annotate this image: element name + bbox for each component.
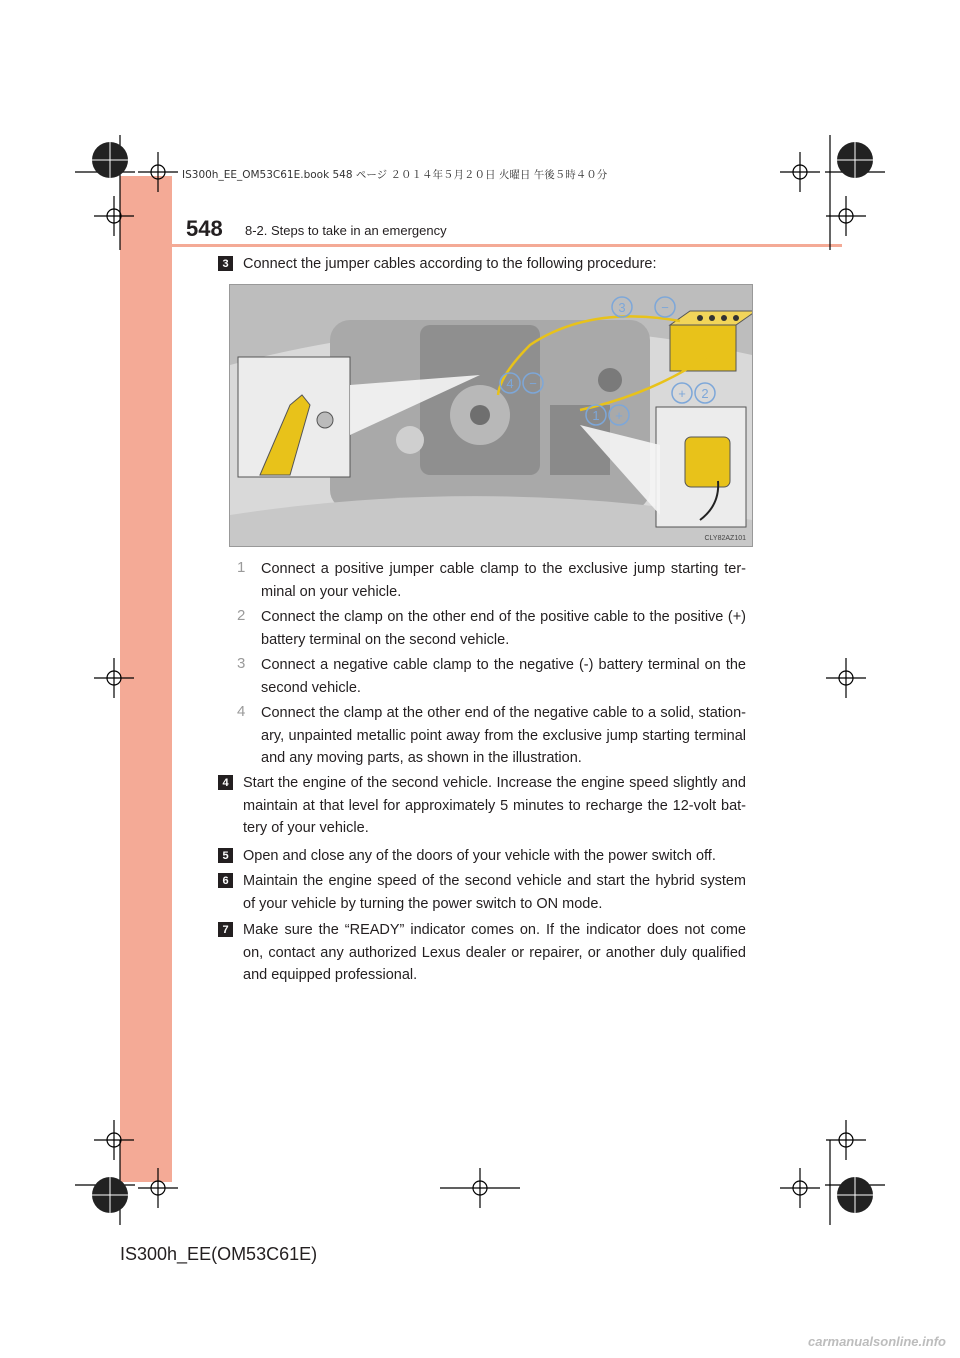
callout-1: 1 bbox=[592, 408, 600, 423]
callout-4: 4 bbox=[506, 376, 514, 391]
substep-number: 3 bbox=[237, 655, 246, 672]
step-text: Open and close any of the doors of your vehicle with the power switch off. bbox=[243, 848, 716, 864]
callout-minus-sign: − bbox=[661, 300, 669, 315]
callout-3: 3 bbox=[618, 300, 626, 315]
engine-bay-illustration bbox=[229, 284, 753, 547]
step-badge: 5 bbox=[218, 848, 233, 863]
step-text: Connect the jumper cables according to the following procedure: bbox=[243, 256, 657, 272]
illustration-drawing bbox=[230, 285, 752, 546]
step-badge: 6 bbox=[218, 873, 233, 888]
substep-text: Connect a negative cable clamp to the negative (-) battery terminal on the second vehicle. bbox=[261, 657, 746, 696]
step-text: Make sure the “READY” indicator comes on. If the indicator does not come on, contact any authorized Lexus dealer or repairer, or another duly qualified and equipped professional. bbox=[243, 922, 746, 983]
callout-2: 2 bbox=[701, 386, 709, 401]
callout-plus-sign: + bbox=[678, 386, 686, 401]
substep-text: Connect the clamp on the other end of the positive cable to the positive (+) battery terminal on the second vehicle. bbox=[261, 609, 746, 648]
step-text: Start the engine of the second vehicle. Increase the engine speed slightly and maintain at that level for approximately 5 minutes to recharge the 12-volt bat-tery of your vehicle. bbox=[243, 775, 746, 836]
step-badge: 3 bbox=[218, 256, 233, 271]
footer-model-code: IS300h_EE(OM53C61E) bbox=[120, 1244, 318, 1264]
step-text: Maintain the engine speed of the second vehicle and start the hybrid system of your vehicle by turning the power switch to ON mode. bbox=[243, 873, 746, 912]
page-number: 548 bbox=[186, 216, 223, 241]
substep-text: Connect the clamp at the other end of the negative cable to a solid, station-ary, unpainted metallic point away from the exclusive jump starting terminal and any moving parts, as shown in the illustration. bbox=[261, 705, 746, 766]
callout-minus-sign: − bbox=[529, 376, 537, 391]
substep-text: Connect a positive jumper cable clamp to the exclusive jump starting ter-minal on your vehicle. bbox=[261, 561, 746, 600]
watermark: carmanualsonline.info bbox=[808, 1334, 946, 1349]
substep-number: 2 bbox=[237, 607, 246, 624]
callout-plus-sign: + bbox=[615, 408, 623, 423]
section-title: 8-2. Steps to take in an emergency bbox=[245, 223, 447, 238]
step-badge: 4 bbox=[218, 775, 233, 790]
print-header: IS300h_EE_OM53C61E.book 548 ページ ２０１４年５月２０日 火曜日 午後５時４０分 bbox=[182, 169, 608, 181]
substep-number: 4 bbox=[237, 703, 246, 720]
figure-code: CLY82AZ101 bbox=[704, 535, 746, 542]
step-badge: 7 bbox=[218, 922, 233, 937]
substep-number: 1 bbox=[237, 559, 246, 576]
